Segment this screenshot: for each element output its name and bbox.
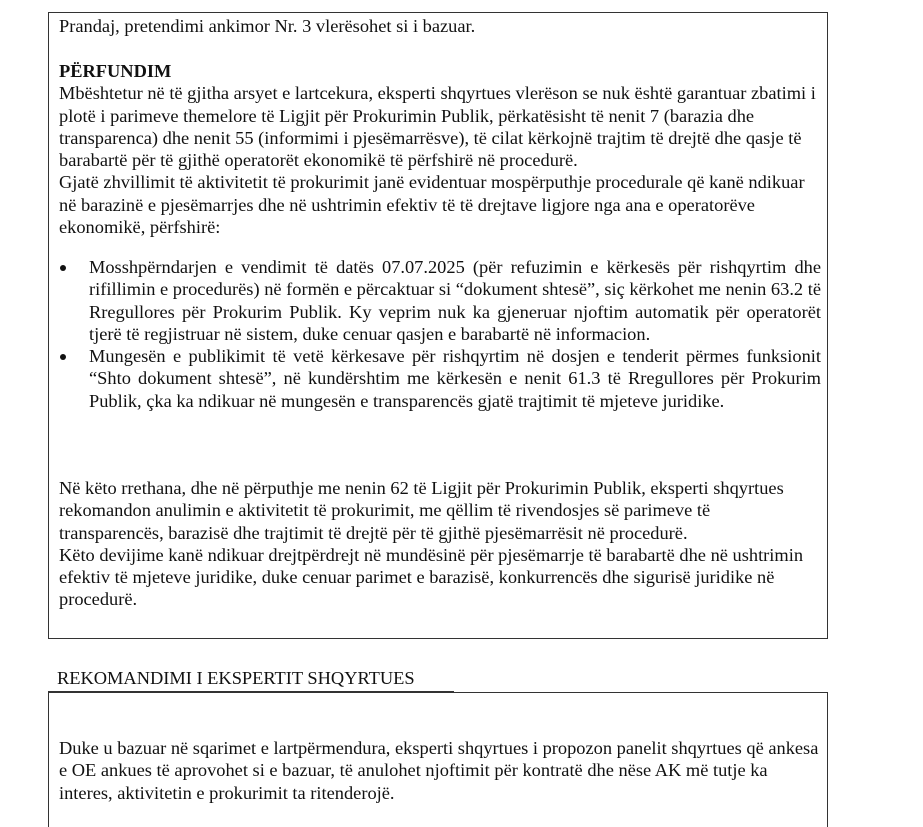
conclusion-paragraph: Gjatë zhvillimit të aktivitetit të prokurimit janë evidentuar mospërputhje procedurale që kanë ndikuar në barazinë e pjesëmarrjes dhe në ushtrimin efektiv të të drejtave ligjore nga ana e operatorëve ekonomikë, përfshirë:	[59, 172, 805, 238]
conclusion-paragraph: Mbështetur në të gjitha arsyet e lartcekura, eksperti shqyrtues vlerëson se nuk është garantuar zbatimi i plotë i parimeve themelore të Ligjit për Prokurimin Publik, përkatësisht të nenit 7 (barazia dhe transparenca) dhe nenit 55 (informimi i pjesëmarrësve), të cilat kërkojnë trajtim të drejtë dhe qasje të barabartë për të gjithë operatorët ekonomikë të përfshirë në procedurë.	[59, 83, 816, 171]
bullet-icon	[60, 265, 66, 271]
list-item	[49, 256, 821, 345]
recommendation-text: Duke u bazuar në sqarimet e lartpërmendura, eksperti shqyrtues i propozon panelit shqyrtues që ankesa e OE ankues të aprovohet si e bazuar, të anulohet njoftimit për kontratë dhe nëse AK më tutje ka interes, aktivitetin e prokurimit ta ritenderojë.	[59, 738, 819, 803]
bullet-list	[49, 256, 827, 412]
closing-paragraph: Në këto rrethana, dhe në përputhje me nenin 62 të Ligjit për Prokurimin Publik, eksperti shqyrtues rekomandon anulimin e aktivitetit të prokurimit, me qëllim të rivendosjes së parimeve të transparencës, barazisë dhe trajtimit të drejtë për të gjithë pjesëmarrësit në procedurë.	[59, 478, 784, 543]
conclusion-section	[59, 60, 819, 238]
closing-paragraph: Këto devijime kanë ndikuar drejtpërdrejt në mundësinë për pjesëmarrje të barabartë dhe në ushtrimin efektiv të mjeteve juridike, duke cenuar parimet e barazisë, konkurrencës dhe sigurisë juridike në procedurë.	[59, 544, 804, 610]
recommendation-box	[48, 692, 828, 827]
recommendation-title: REKOMANDIMI I EKSPERTIT SHQYRTUES	[57, 668, 415, 688]
list-item-text: Mosshpërndarjen e vendimit të datës 07.07.2025 (për refuzimin e kërkesës për rishqyrtim dhe rifillimin e procedurës) në formën e përcaktuar si “dokument shtesë”, siç kërkohet me nenin 63.2 të Rregullores për Prokurim Publik. Ky veprim nuk ka gjeneruar njoftim automatik për operatorët tjerë të regjistruar në sistem, duke cenuar qasjen e barabartë në informacion.	[89, 257, 821, 344]
list-item-text: Mungesën e publikimit të vetë kërkesave për rishqyrtim në dosjen e tenderit përmes funksionit “Shto dokument shtesë”, në kundërshtim me kërkesën e nenit 61.3 të Rregullores për Prokurim Publik, çka ka ndikuar në mungesën e transparencës gjatë trajtimit të mjeteve juridike.	[89, 346, 821, 411]
conclusion-box	[48, 12, 828, 639]
intro-text: Prandaj, pretendimi ankimor Nr. 3 vlerësohet si i bazuar.	[59, 16, 476, 36]
closing-section	[59, 477, 819, 611]
conclusion-heading: PËRFUNDIM	[59, 61, 172, 81]
list-item	[49, 345, 821, 412]
bullet-icon	[60, 354, 66, 360]
